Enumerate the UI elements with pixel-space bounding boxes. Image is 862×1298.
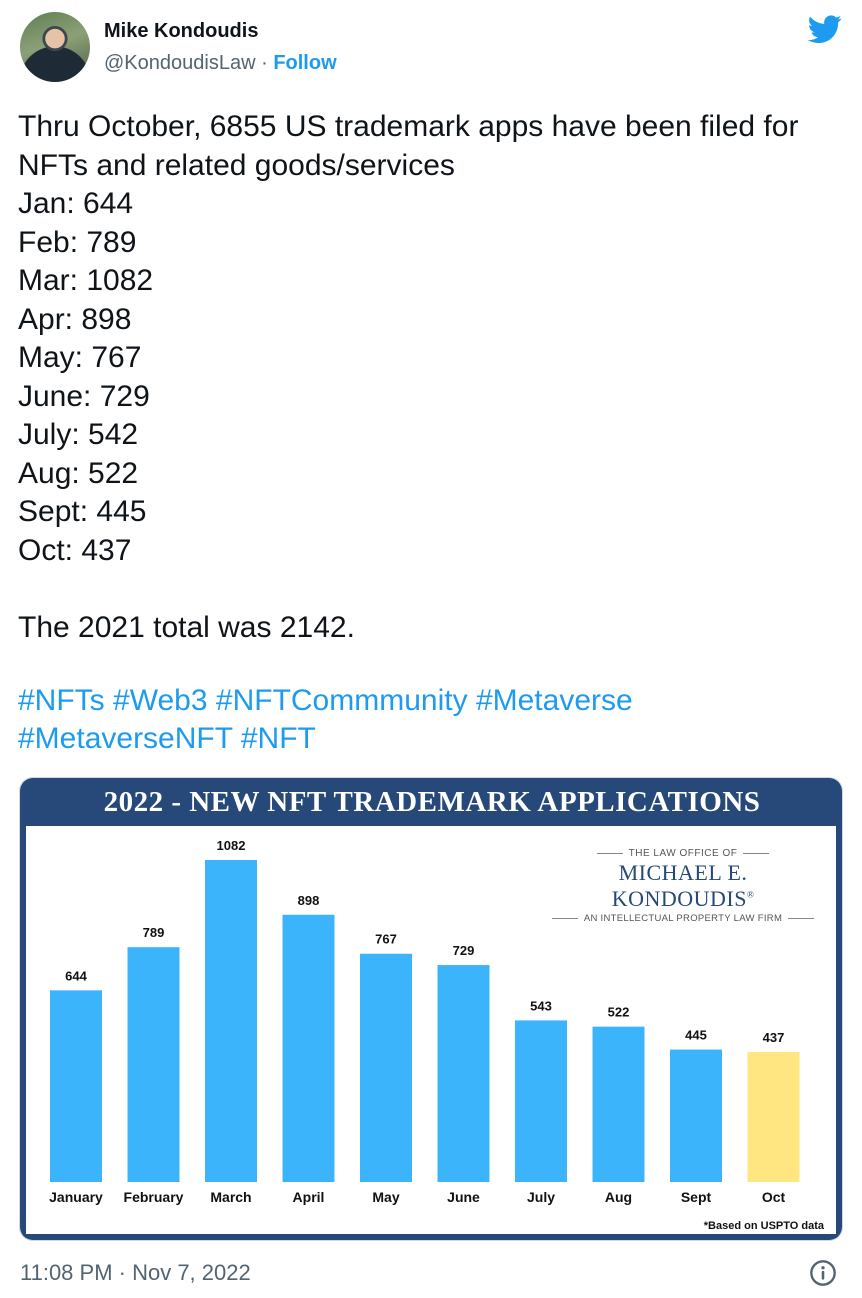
handle-separator: · xyxy=(261,52,268,74)
registered-mark: ® xyxy=(746,889,755,900)
bar-value-label: 644 xyxy=(65,968,87,984)
bar-january xyxy=(50,990,102,1182)
bar-june xyxy=(438,965,490,1182)
bar-sept xyxy=(670,1050,722,1182)
tweet-image-card[interactable] xyxy=(19,777,843,1241)
bar-chart xyxy=(20,778,843,1241)
tweet-timestamp[interactable]: 11:08 PM · Nov 7, 2022 xyxy=(20,1260,251,1285)
x-tick-label: Sept xyxy=(680,1189,712,1205)
x-tick-label: June xyxy=(447,1189,480,1205)
follow-button[interactable]: Follow xyxy=(273,52,337,74)
bar-march xyxy=(205,860,257,1182)
bar-value-label: 437 xyxy=(762,1029,785,1045)
x-tick-label: March xyxy=(210,1189,252,1205)
bar-value-label: 522 xyxy=(607,1004,630,1020)
bar-july xyxy=(515,1020,567,1182)
logo-sub-text: AN INTELLECTUAL PROPERTY LAW FIRM xyxy=(583,913,783,924)
x-tick-label: Aug xyxy=(604,1189,633,1205)
hashtag-link[interactable]: #NFT xyxy=(240,722,316,755)
tweet-line: June: 729 xyxy=(18,379,150,413)
bar-value-label: 543 xyxy=(530,998,552,1014)
logo-main-text: MICHAEL E. KONDOUDIS xyxy=(611,860,748,911)
hashtag-row xyxy=(18,720,848,758)
tweet-blank-line xyxy=(18,570,848,609)
x-tick-label: Oct xyxy=(761,1189,786,1205)
x-tick-label: January xyxy=(49,1189,103,1205)
tweet-line: The 2021 total was 2142. xyxy=(18,610,355,644)
bar-may xyxy=(360,954,412,1182)
hashtag-link[interactable]: #MetaverseNFT xyxy=(18,722,233,755)
info-icon[interactable] xyxy=(809,1259,837,1287)
bar-aug xyxy=(593,1027,645,1182)
bar-value-label: 898 xyxy=(297,892,320,908)
hashtag-row xyxy=(18,682,848,720)
tweet-line: Apr: 898 xyxy=(18,302,132,336)
hashtag-link[interactable]: #Metaverse xyxy=(475,684,633,717)
author-name[interactable]: Mike Kondoudis xyxy=(104,20,259,42)
tweet-line: Oct: 437 xyxy=(18,533,132,567)
tweet-line: July: 542 xyxy=(18,418,139,451)
tweet-line: Feb: 789 xyxy=(18,225,137,259)
x-tick-label: July xyxy=(526,1189,556,1205)
tweet-line: NFTs and related goods/services xyxy=(18,148,455,182)
x-tick-label: May xyxy=(372,1189,400,1205)
tweet-header xyxy=(0,0,862,96)
bar-value-label: 767 xyxy=(375,931,397,947)
twitter-bird-icon[interactable] xyxy=(806,12,844,46)
bar-february xyxy=(128,947,180,1182)
tweet-line: Thru October, 6855 US trademark apps have been filed for xyxy=(18,110,799,143)
bar-value-label: 445 xyxy=(685,1027,707,1043)
author-handle-row xyxy=(104,52,337,75)
tweet-line: Jan: 644 xyxy=(18,187,134,220)
logo-top-text: THE LAW OFFICE OF xyxy=(628,848,738,859)
bar-oct xyxy=(748,1052,800,1182)
bar-value-label: 1082 xyxy=(216,838,246,853)
author-avatar[interactable] xyxy=(20,12,90,82)
hashtag-link[interactable]: #NFTs xyxy=(18,684,105,717)
hashtags xyxy=(18,682,848,758)
bar-value-label: 789 xyxy=(142,925,165,941)
bar-april xyxy=(283,915,335,1182)
x-tick-label: February xyxy=(123,1189,184,1205)
hashtag-link[interactable]: #NFTCommmunity xyxy=(215,684,468,717)
bar-value-label: 729 xyxy=(452,943,475,959)
tweet-line: Mar: 1082 xyxy=(18,264,154,297)
tweet-line: Aug: 522 xyxy=(18,456,139,490)
hashtag-link[interactable]: #Web3 xyxy=(113,684,208,717)
tweet-body xyxy=(18,108,848,647)
chart-footnote: *Based on USPTO data xyxy=(703,1220,824,1232)
tweet-line: May: 767 xyxy=(18,341,142,374)
author-handle[interactable]: @KondoudisLaw xyxy=(104,52,256,74)
tweet-line: Sept: 445 xyxy=(18,495,147,528)
chart-title: 2022 - NEW NFT TRADEMARK APPLICATIONS xyxy=(103,786,761,818)
x-tick-label: April xyxy=(292,1189,325,1205)
